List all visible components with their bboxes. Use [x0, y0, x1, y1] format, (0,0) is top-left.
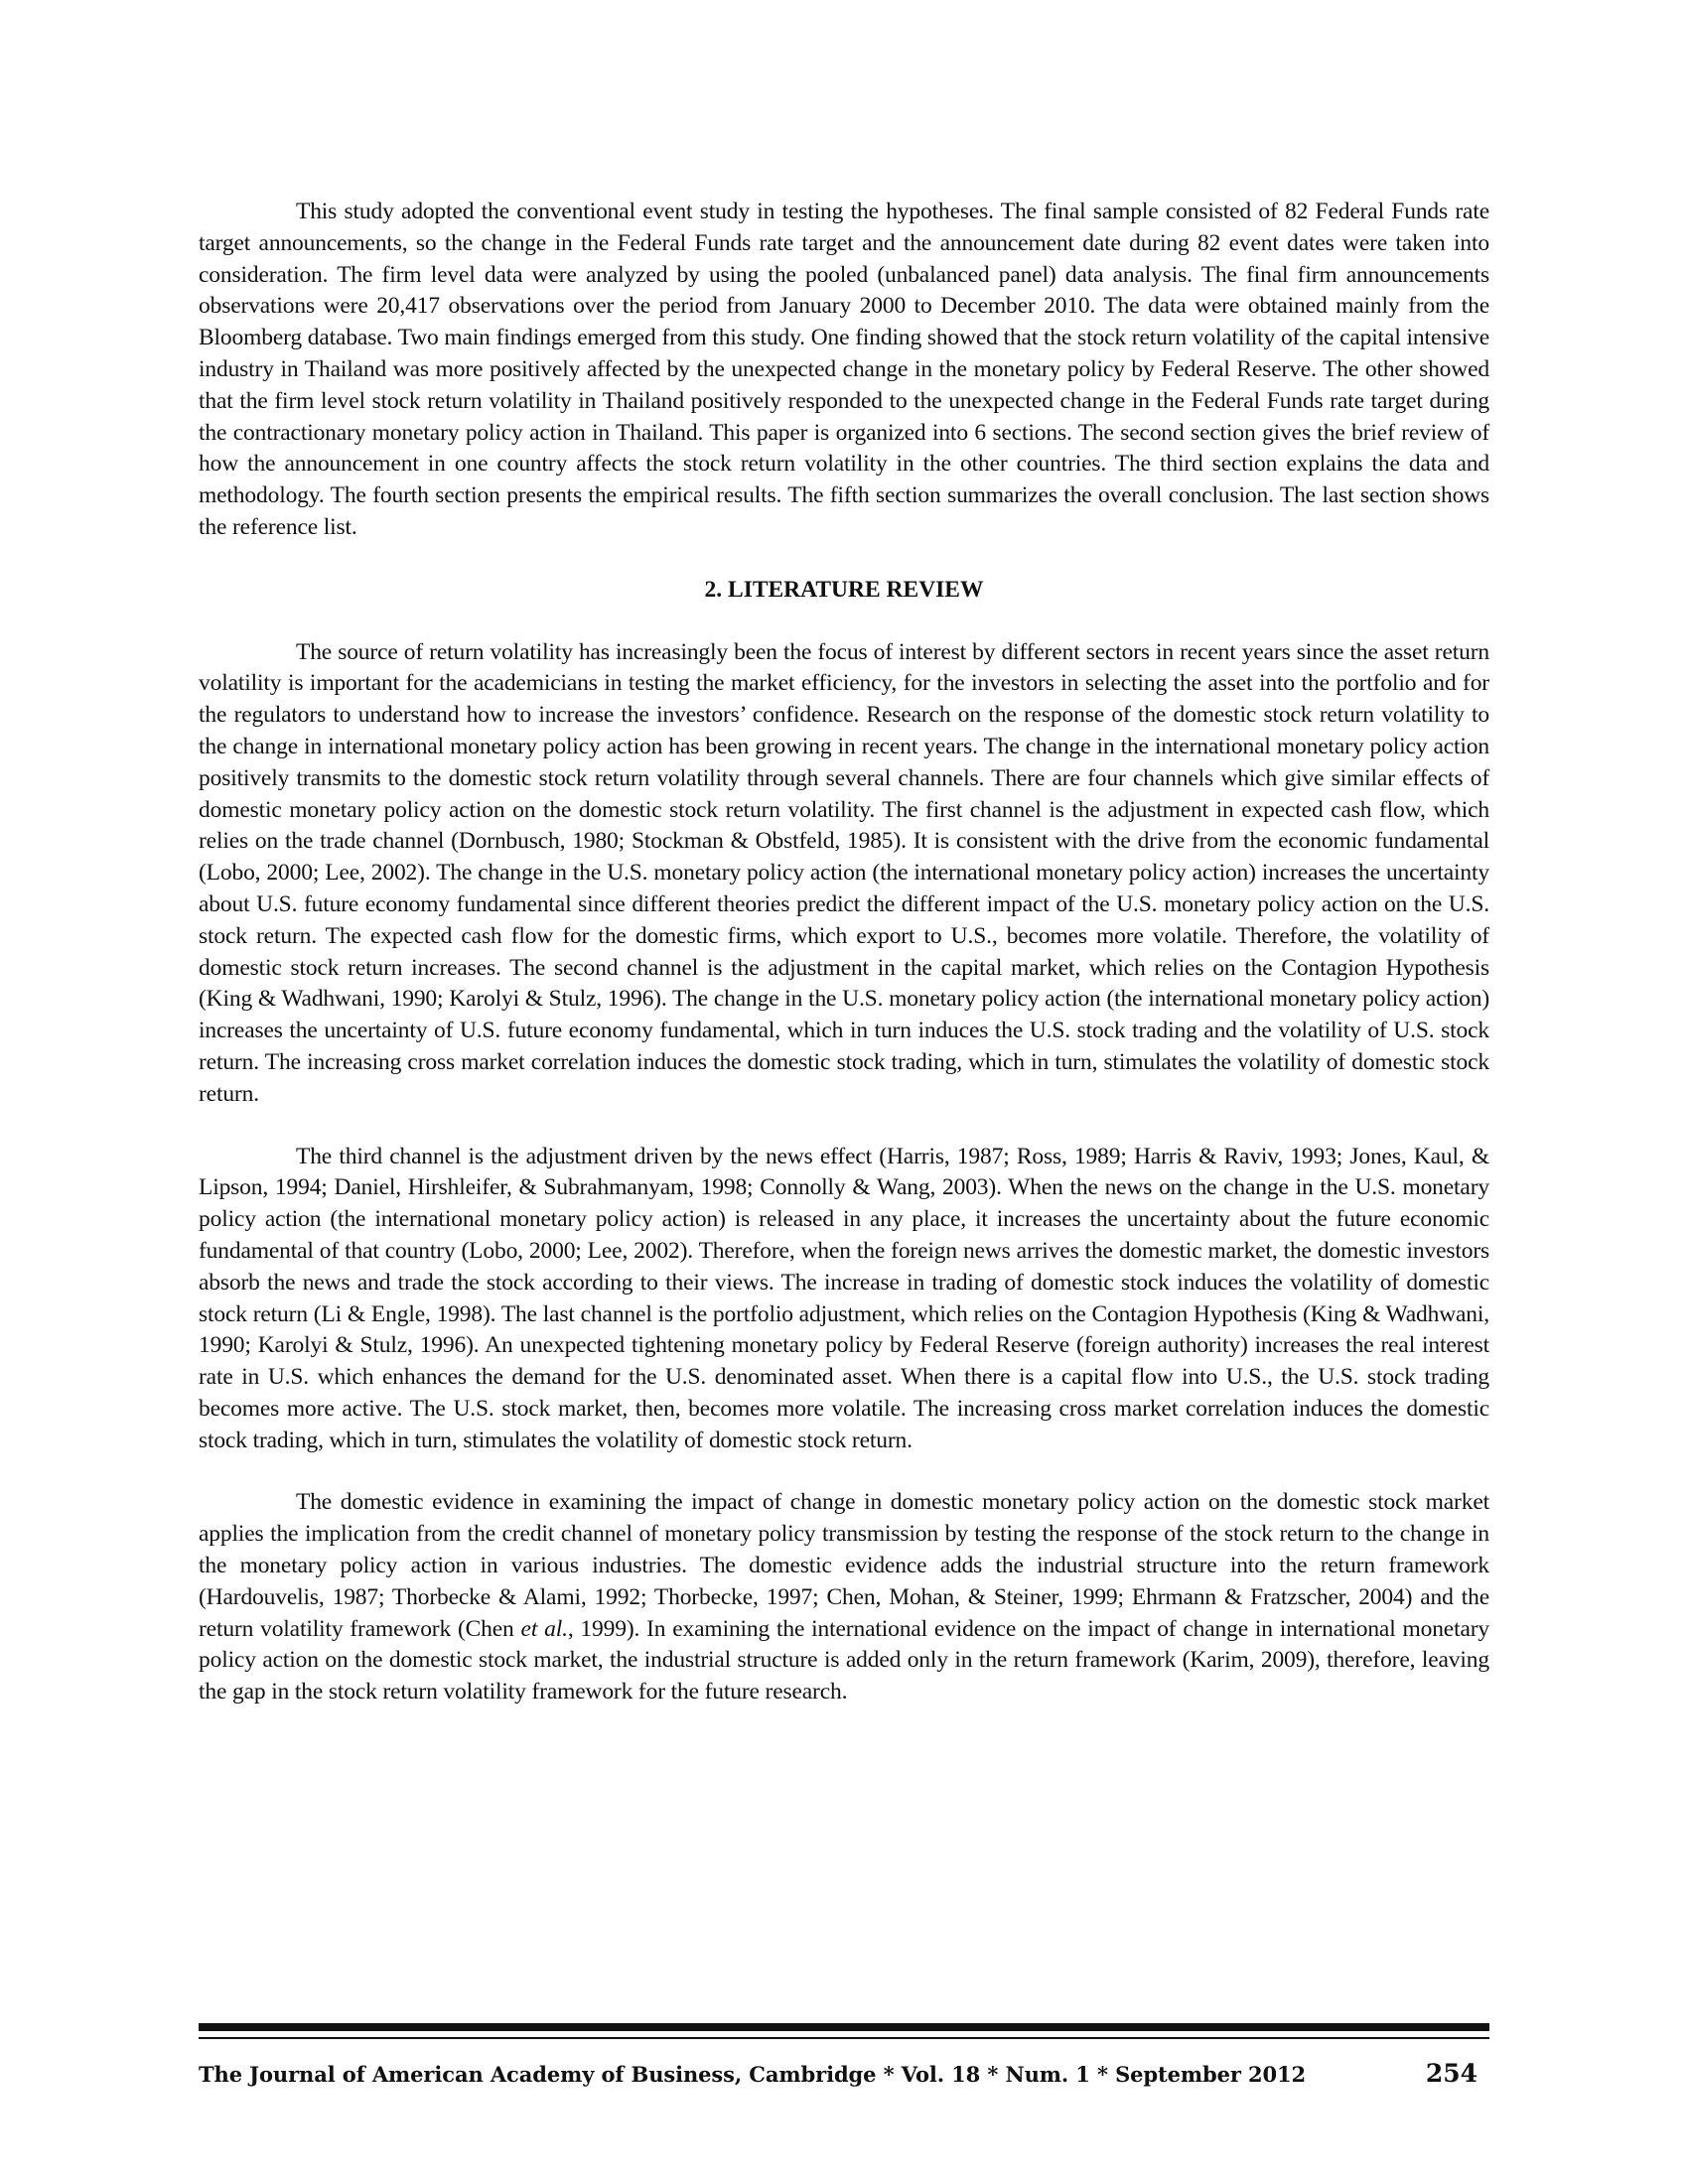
- paragraph-domestic-evidence-part2: , 1999). In examining the international evidence on the impact of change in international monetary policy action on the domestic stock market, the industrial structure is added only in the return framework (Karim, 2009), therefore, leaving the gap in the stock return volatility framework for the future research.: [199, 1615, 1490, 1706]
- footer-page-number: 254: [1425, 2059, 1477, 2088]
- main-content: [199, 197, 1489, 1708]
- section-heading-literature-review: 2. LITERATURE REVIEW: [704, 576, 984, 603]
- paragraph-return-volatility-channels: The source of return volatility has increasingly been the focus of interest by different sectors in recent years since the asset return volatility is important for the academicians in testing the market efficiency, for the investors in selecting the asset into the portfolio and for the regulators to understand how to increase the investors’ confidence. Research on the response of the domestic stock return volatility to the change in international monetary policy action has been growing in recent years. The change in the international monetary policy action positively transmits to the domestic stock return volatility through several channels. There are four channels which give similar effects of domestic monetary policy action on the domestic stock return volatility. The first channel is the adjustment in expected cash flow, which relies on the trade channel (Dornbusch, 1980; Stockman & Obstfeld, 1985). It is consistent with the drive from the economic fundamental (Lobo, 2000; Lee, 2002). The change in the U.S. monetary policy action (the international monetary policy action) increases the uncertainty about U.S. future economy fundamental since different theories predict the different impact of the U.S. monetary policy action on the U.S. stock return. The expected cash flow for the domestic firms, which export to U.S., becomes more volatile. Therefore, the volatility of domestic stock return increases. The second channel is the adjustment in the capital market, which relies on the Contagion Hypothesis (King & Wadhwani, 1990; Karolyi & Stulz, 1996). The change in the U.S. monetary policy action (the international monetary policy action) increases the uncertainty of U.S. future economy fundamental, which in turn induces the U.S. stock trading and the volatility of U.S. stock return. The increasing cross market correlation induces the domestic stock trading, which in turn, stimulates the volatility of domestic stock return.: [199, 638, 1489, 1107]
- paragraph-intro-summary: This study adopted the conventional event study in testing the hypotheses. The final sample consisted of 82 Federal Funds rate target announcements, so the change in the Federal Funds rate target and the announcement date during 82 event dates were taken into consideration. The firm level data were analyzed by using the pooled (unbalanced panel) data analysis. The final firm announcements observations were 20,417 observations over the period from January 2000 to December 2010. The data were obtained mainly from the Bloomberg database. Two main findings emerged from this study. One finding showed that the stock return volatility of the capital intensive industry in Thailand was more positively affected by the unexpected change in the monetary policy by Federal Reserve. The other showed that the firm level stock return volatility in Thailand positively responded to the unexpected change in the Federal Funds rate target during the contractionary monetary policy action in Thailand. This paper is organized into 6 sections. The second section gives the brief review of how the announcement in one country affects the stock return volatility in the other countries. The third section explains the data and methodology. The fourth section presents the empirical results. The fifth section summarizes the overall conclusion. The last section shows the reference list.: [199, 199, 1489, 540]
- paragraph-domestic-evidence: [199, 1487, 1489, 1708]
- paragraph-domestic-evidence-part1: The domestic evidence in examining the impact of change in domestic monetary policy action on the domestic stock market applies the implication from the credit channel of monetary policy transmission by testing the response of the stock return to the change in the monetary policy action in various industries. The domestic evidence adds the industrial structure into the return framework (Hardouvelis, 1987; Thorbecke & Alami, 1992; Thorbecke, 1997; Chen, Mohan, & Steiner, 1999; Ehrmann & Fratzscher, 2004) and the return volatility framework (Chen: [199, 1489, 1489, 1642]
- footer-rule-thin: [199, 2037, 1489, 2039]
- footer-journal-citation: The Journal of American Academy of Business, Cambridge * Vol. 18 * Num. 1 * September 2012: [199, 2062, 1307, 2087]
- paragraph-news-effect-channel: The third channel is the adjustment driven by the news effect (Harris, 1987; Ross, 1989; Harris & Raviv, 1993; Jones, Kaul, & Lipson, 1994; Daniel, Hirshleifer, & Subrahmanyam, 1998; Connolly & Wang, 2003). When the news on the change in the U.S. monetary policy action (the international monetary policy action) is released in any place, it increases the uncertainty about the future economic fundamental of that country (Lobo, 2000; Lee, 2002). Therefore, when the foreign news arrives the domestic market, the domestic investors absorb the news and trade the stock according to their views. The increase in trading of domestic stock induces the volatility of domestic stock return (Li & Engle, 1998). The last channel is the portfolio adjustment, which relies on the Contagion Hypothesis (King & Wadhwani, 1990; Karolyi & Stulz, 1996). An unexpected tightening monetary policy by Federal Reserve (foreign authority) increases the real interest rate in U.S. which enhances the demand for the U.S. denominated asset. When there is a capital flow into U.S., the U.S. stock trading becomes more active. The U.S. stock market, then, becomes more volatile. The increasing cross market correlation induces the domestic stock trading, which in turn, stimulates the volatility of domestic stock return.: [199, 1143, 1489, 1453]
- footer-rule-thick: [199, 2023, 1489, 2031]
- page-footer: [199, 2059, 1489, 2088]
- citation-et-al: et al.: [520, 1615, 568, 1642]
